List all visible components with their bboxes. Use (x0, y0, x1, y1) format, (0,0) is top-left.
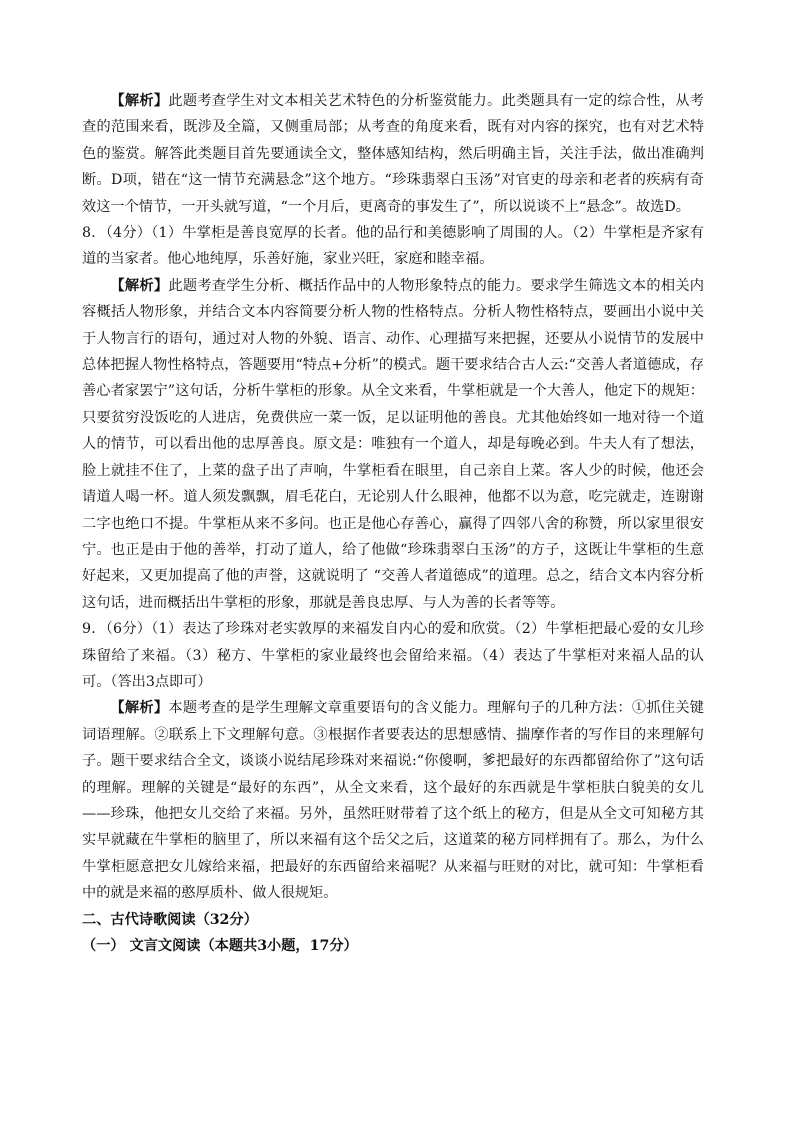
analysis-text: 此题考查学生分析、概括作品中的人物形象特点的能力。要求学生筛选文本的相关内容概括人物形象，并结合文本内容简要分析人物的性格特点。分析人物性格特点，要画出小说中关于人物言行的语句，通过对人物的外貌、语言、动作、心理描写来把握，还要从小说情节的发展中总体把握人物性格特点，答题要用“特点+分析”的模式。题干要求结合古人云:“交善人者道德成，存善心者家罢宁”这句话，分析牛掌柜的形象。从全文来看，牛掌柜就是一个大善人，他定下的规矩：只要贫穷没饭吃的人进店，免费供应一菜一饭，足以证明他的善良。尤其他始终如一地对待一个道人的情节，可以看出他的忠厚善良。原文是：唯独有一个道人，却是每晚必到。牛夫人有了想法，脸上就挂不住了，上菜的盘子出了声响，牛掌柜看在眼里，自己亲自上菜。客人少的时候，他还会请道人喝一杯。道人须发飘飘，眉毛花白，无论别人什么眼神，他都不以为意，吃完就走，连谢谢二字也绝口不提。牛掌柜从来不多问。也正是他心存善心，赢得了四邻八舍的称赞，所以家里很安宁。也正是由于他的善举，打动了道人，给了他做“珍珠翡翠白玉汤”的方子，这既让牛掌柜的生意好起来，又更加提高了他的声誉，这就说明了 “交善人者道德成”的道理。总之，结合文本内容分析这句话，进而概括出牛掌柜的形象，那就是善良忠厚、与人为善的长者等等。 (82, 277, 704, 611)
subsection-heading: （一） 文言文阅读（本题共3小题，17分） (82, 938, 358, 954)
analysis-paragraph-1 (82, 88, 704, 220)
section-heading: 二、古代诗歌阅读（32分） (82, 911, 258, 928)
analysis-text: 本题考查的是学生理解文章重要语句的含义能力。理解句子的几种方法：①抓住关键词语理解。②联系上下文理解句意。③根据作者要表达的思想感情、揣摩作者的写作目的来理解句子。题干要求结合全文，谈谈小说结尾珍珠对来福说:“你傻啊，爹把最好的东西都留给你了”这句话的理解。理解的关键是“最好的东西”，从全文来看，这个最好的东西就是牛掌柜肤白貌美的女儿——珍珠，他把女儿交给了来福。另外，虽然旺财带着了这个纸上的秘方，但是从全文可知秘方其实早就藏在牛掌柜的脑里了，所以来福有这个岳父之后，这道菜的秘方同样拥有了。那么，为什么牛掌柜愿意把女儿嫁给来福，把最好的东西留给来福呢？从来福与旺财的对比，就可知：牛掌柜看中的就是来福的憨厚质朴、做人很规矩。 (82, 700, 704, 902)
analysis-paragraph-3 (82, 695, 704, 906)
analysis-tag: 【解析】 (110, 277, 169, 294)
answer-q9: 9．（6分）（1）表达了珍珠对老实敦厚的来福发自内心的爱和欣赏。（2）牛掌柜把最心爱的女儿珍珠留给了来福。（3）秘方、牛掌柜的家业最终也会留给来福。（4）表达了牛掌柜对来福人品的认可。（答出3点即可） (82, 621, 704, 690)
answer-q8: 8．（4分）（1）牛掌柜是善良宽厚的长者。他的品行和美德影响了周围的人。（2）牛掌柜是齐家有道的当家者。他心地纯厚，乐善好施，家业兴旺，家庭和睦幸福。 (82, 225, 704, 268)
analysis-tag: 【解析】 (110, 700, 169, 717)
document-page (82, 88, 704, 959)
analysis-tag: 【解析】 (110, 93, 169, 109)
analysis-paragraph-2 (82, 273, 704, 616)
analysis-text: 此题考查学生对文本相关艺术特色的分析鉴赏能力。此类题具有一定的综合性，从考查的范围来看，既涉及全篇，又侧重局部；从考查的角度来看，既有对内容的探究，也有对艺术特色的鉴赏。解答此类题目首先要通读全文，整体感知结构，然后明确主旨，关注手法，做出准确判断。D项，错在“这一情节充满悬念”这个地方。“珍珠翡翠白玉汤”对官吏的母亲和老者的疾病有奇效这一个情节，一开头就写道，“一个月后，更离奇的事发生了”，所以说谈不上“悬念”。故选D。 (82, 93, 704, 215)
